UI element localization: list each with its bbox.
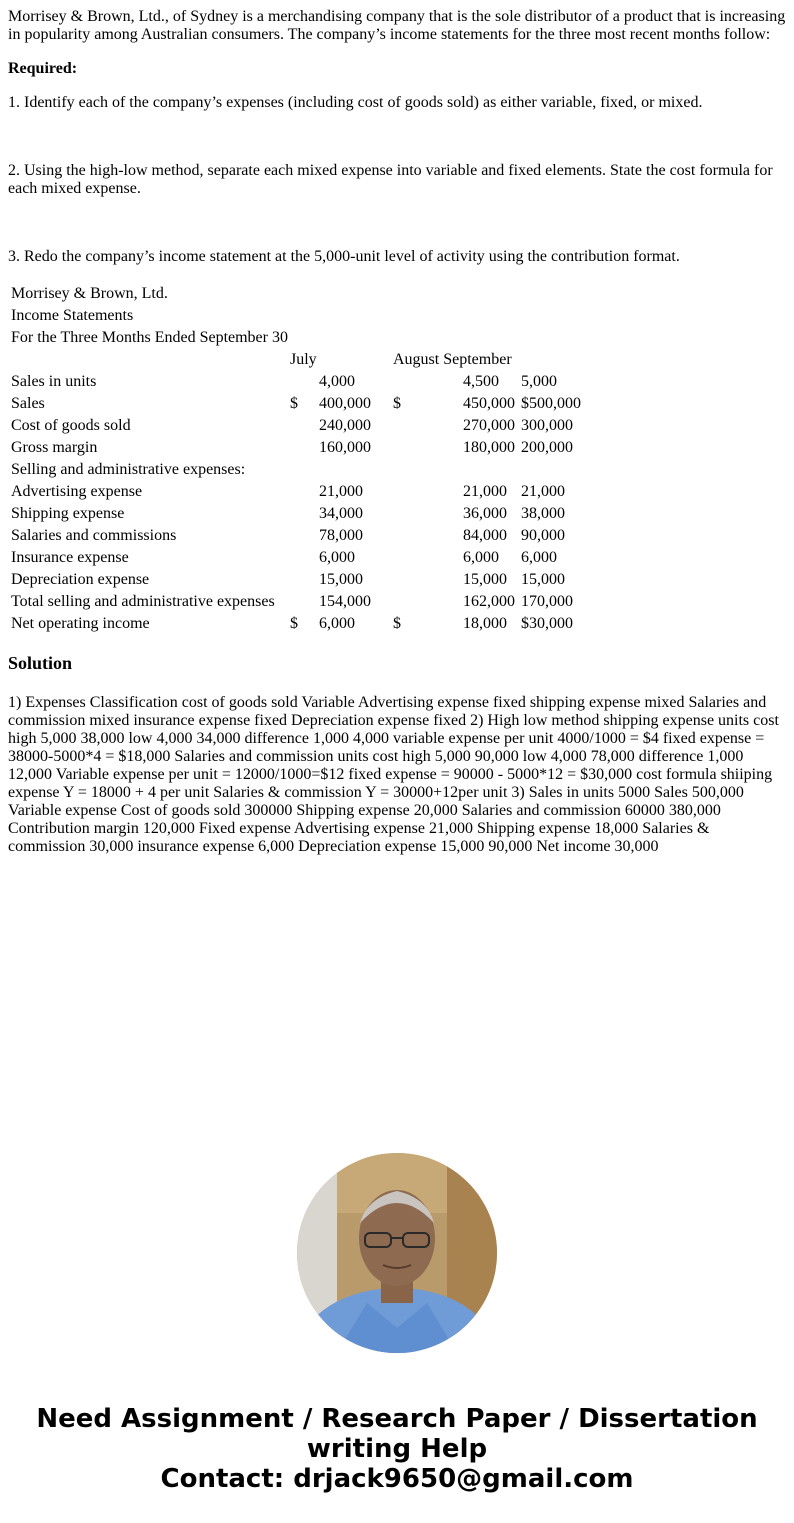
row-dollar-july	[289, 372, 316, 392]
row-dollar-aug	[392, 416, 460, 436]
row-september: 5,000	[521, 373, 557, 390]
row-dollar-july	[289, 416, 316, 436]
row-dollar-july	[289, 570, 316, 590]
statement-header-row	[10, 350, 584, 370]
row-july: 240,000	[319, 417, 371, 434]
row-july: 21,000	[319, 483, 363, 500]
row-july: 6,000	[319, 615, 355, 632]
row-july: 6,000	[319, 549, 355, 566]
statement-period-row	[10, 328, 584, 348]
row-august: 450,000	[463, 395, 515, 412]
row-dollar-july	[289, 460, 316, 480]
row-september: 38,000	[521, 505, 565, 522]
row-august: 21,000	[463, 483, 507, 500]
row-september: 90,000	[521, 527, 565, 544]
row-dollar-aug	[392, 570, 460, 590]
statement-row	[10, 570, 584, 590]
row-dollar-aug	[392, 592, 460, 612]
row-august: 180,000	[463, 439, 515, 456]
row-july: 34,000	[319, 505, 363, 522]
row-label: Salaries and commissions	[11, 527, 177, 544]
row-label: Net operating income	[11, 615, 150, 632]
row-september: 21,000	[521, 483, 565, 500]
row-label: Gross margin	[11, 439, 98, 456]
question-3: 3. Redo the company’s income statement at the 5,000-unit level of activity using the contribution format.	[8, 248, 680, 265]
row-dollar-aug	[392, 482, 460, 502]
row-dollar-july	[289, 548, 316, 568]
row-dollar-july: $	[290, 615, 298, 632]
row-july: 78,000	[319, 527, 363, 544]
statement-row	[10, 548, 584, 568]
row-label: Shipping expense	[11, 505, 125, 522]
question-intro: Morrisey & Brown, Ltd., of Sydney is a merchandising company that is the sole distributor of a product that is increasing in popularity among Australian consumers. The company’s income statements for the three most recent months follow:	[8, 8, 786, 43]
row-september: $30,000	[521, 615, 573, 632]
required-heading: Required:	[8, 60, 78, 77]
statement-row	[10, 526, 584, 546]
row-august: 18,000	[463, 615, 507, 632]
question-1: 1. Identify each of the company’s expenses (including cost of goods sold) as either variable, fixed, or mixed.	[8, 94, 703, 111]
solution-heading: Solution	[8, 653, 73, 673]
row-dollar-aug	[392, 438, 460, 458]
author-avatar	[297, 1153, 497, 1353]
row-july: 160,000	[319, 439, 371, 456]
row-dollar-july	[289, 504, 316, 524]
income-statement-table	[8, 282, 586, 636]
row-august: 15,000	[463, 571, 507, 588]
question-2: 2. Using the high-low method, separate each mixed expense into variable and fixed elements. State the cost formula for each mixed expense.	[8, 162, 773, 197]
statement-row	[10, 438, 584, 458]
row-august: 6,000	[463, 549, 499, 566]
row-july: 154,000	[319, 593, 371, 610]
row-dollar-july	[289, 482, 316, 502]
row-dollar-july	[289, 592, 316, 612]
row-august: 84,000	[463, 527, 507, 544]
row-september: 300,000	[521, 417, 573, 434]
row-label: Insurance expense	[11, 549, 129, 566]
row-dollar-july	[289, 526, 316, 546]
statement-row	[10, 372, 584, 392]
statement-row	[10, 504, 584, 524]
solution-text: 1) Expenses Classification cost of goods sold Variable Advertising expense fixed shipping expense mixed Salaries and commission mixed insurance expense fixed Depreciation expense fixed 2) High low method shipping expense units cost high 5,000 38,000 low 4,000 34,000 difference 1,000 4,000 variable expense per unit 4000/1000 = $4 fixed expense = 38000-5000*4 = $18,000 Salaries and commission units cost high 5,000 90,000 low 4,000 78,000 difference 1,000 12,000 Variable expense per unit = 12000/1000=$12 fixed expense = 90000 - 5000*12 = $30,000 cost formula shiiping expense Y = 18000 + 4 per unit Salaries & commission Y = 30000+12per unit 3) Sales in units 5000 Sales 500,000 Variable expense Cost of goods sold 300000 Shipping expense 20,000 Salaries and commission 60000 380,000 Contribution margin 120,000 Fixed expense Advertising expense 21,000 Shipping expense 18,000 Salaries & commission 30,000 insurance expense 6,000 Depreciation expense 15,000 90,000 Net income 30,000	[8, 694, 779, 855]
row-dollar-aug	[392, 526, 460, 546]
row-dollar-aug	[392, 548, 460, 568]
row-august: 270,000	[463, 417, 515, 434]
promo-line-1: Need Assignment / Research Paper / Dissertation	[36, 1404, 758, 1434]
statement-row	[10, 416, 584, 436]
row-label: Selling and administrative expenses:	[11, 461, 246, 478]
row-september	[520, 460, 584, 480]
row-label: Depreciation expense	[11, 571, 150, 588]
statement-company-row	[10, 284, 584, 304]
statement-title-row	[10, 306, 584, 326]
row-label: Total selling and administrative expenses	[11, 593, 275, 610]
row-august: 36,000	[463, 505, 507, 522]
row-dollar-aug	[392, 372, 460, 392]
header-blank	[10, 350, 287, 370]
promo-line-2: writing Help	[306, 1434, 488, 1464]
statement-title: Income Statements	[11, 307, 134, 324]
statement-row	[10, 394, 584, 414]
row-label: Cost of goods sold	[11, 417, 131, 434]
statement-row	[10, 482, 584, 502]
row-september: 15,000	[521, 571, 565, 588]
row-dollar-aug: $	[393, 615, 401, 632]
row-september: $500,000	[521, 395, 581, 412]
row-label: Sales in units	[11, 373, 97, 390]
row-september: 170,000	[521, 593, 573, 610]
row-august: 4,500	[463, 373, 499, 390]
author-portrait-image	[297, 1153, 497, 1353]
promo-banner	[0, 1404, 794, 1494]
row-september: 200,000	[521, 439, 573, 456]
statement-period: For the Three Months Ended September 30	[11, 329, 288, 346]
header-aug-sep: August September	[393, 351, 512, 368]
row-dollar-aug: $	[393, 395, 401, 412]
row-august	[462, 460, 518, 480]
row-label: Advertising expense	[11, 483, 143, 500]
row-july: 400,000	[319, 395, 371, 412]
row-july	[318, 460, 390, 480]
row-august: 162,000	[463, 593, 515, 610]
row-dollar-aug	[392, 504, 460, 524]
header-july: July	[290, 351, 317, 368]
row-july: 15,000	[319, 571, 363, 588]
row-july: 4,000	[319, 373, 355, 390]
row-dollar-july: $	[290, 395, 298, 412]
statement-row	[10, 592, 584, 612]
statement-row	[10, 460, 584, 480]
row-dollar-july	[289, 438, 316, 458]
row-september: 6,000	[521, 549, 557, 566]
row-label: Sales	[11, 395, 45, 412]
promo-contact: Contact: drjack9650@gmail.com	[160, 1464, 634, 1494]
row-dollar-aug	[392, 460, 460, 480]
statement-row	[10, 614, 584, 634]
statement-company: Morrisey & Brown, Ltd.	[11, 285, 168, 302]
